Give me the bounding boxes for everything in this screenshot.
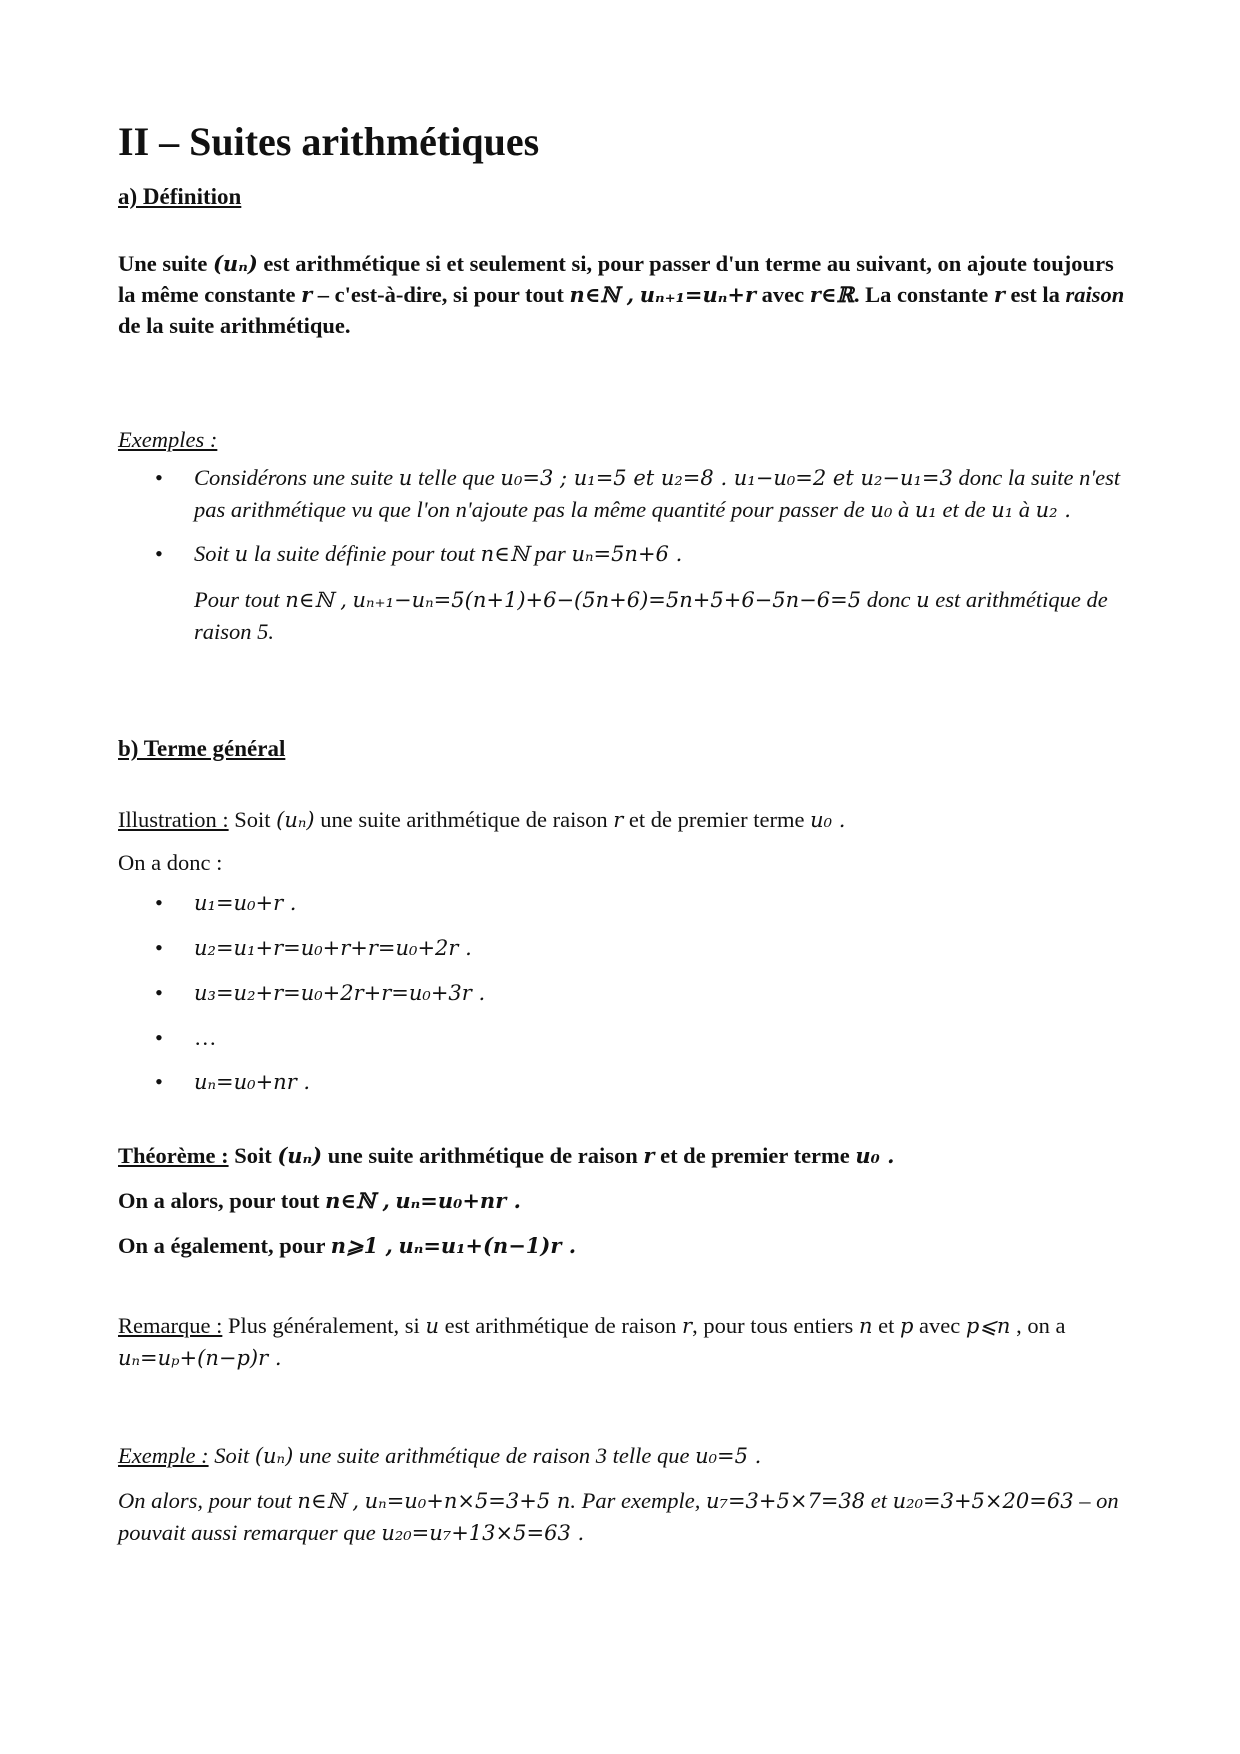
page-title: II – Suites arithmétiques — [118, 119, 540, 164]
theorem-line-3 — [118, 1230, 576, 1261]
math-u0: u₀ . — [810, 808, 846, 832]
example-text: et de — [942, 497, 986, 522]
definition-text: est la — [1010, 282, 1060, 307]
example-text: donc la suite n'est pas arithmétique vu que l'on n'ajoute pas la même quantité pour passer de — [194, 465, 1121, 522]
math-u1: u₁ — [991, 498, 1014, 522]
math-u0-value: u₀=5 . — [695, 1444, 762, 1468]
theorem-text: On a alors, pour tout — [118, 1188, 320, 1213]
examples-label: Exemples : — [118, 427, 218, 452]
math-u20-alt: u₂₀=u₇+13×5=63 . — [381, 1521, 585, 1545]
list-item — [118, 977, 1128, 1009]
math-difference: uₙ₊₁−uₙ=5(n+1)+6−(5n+6)=5n+5+6−5n−6=5 — [352, 588, 862, 612]
remark-text: est arithmétique de raison — [444, 1313, 677, 1338]
theorem-text: Soit — [234, 1143, 272, 1168]
bullet-icon: • — [155, 935, 163, 960]
bullet-icon: • — [155, 541, 163, 566]
bullet-icon: • — [155, 980, 163, 1005]
example-text: la suite définie pour tout — [253, 541, 476, 566]
math-n-geq-1: n⩾1 , — [330, 1233, 393, 1258]
math-u1: u₁ — [914, 498, 937, 522]
theorem-line-2 — [118, 1185, 521, 1216]
math-step: u₃=u₂+r=u₀+2r+r=u₀+3r . — [194, 981, 486, 1005]
theorem-label: Théorème : — [118, 1143, 229, 1168]
math-n-in-N: n∈ℕ , — [285, 588, 347, 612]
math-sequence-un: (uₙ) — [213, 251, 258, 276]
math-n-in-N: n∈ℕ , — [569, 282, 635, 307]
remark-text: Plus généralement, si — [227, 1313, 420, 1338]
math-u: u — [425, 1314, 439, 1338]
math-p-leq-n: p⩽n — [965, 1314, 1011, 1338]
definition-text: est arithmétique si et seulement si, pour passer d'un terme au suivant, on ajoute toujours la même constante — [118, 251, 1114, 307]
bullet-icon: • — [155, 1069, 163, 1094]
example-text: à — [1018, 497, 1031, 522]
math-n-in-N: n∈ℕ — [480, 542, 529, 566]
math-general-term-up: uₙ=uₚ+(n−p)r . — [118, 1346, 282, 1370]
math-u: u — [398, 466, 413, 490]
remark-text: , pour tous entiers — [692, 1313, 854, 1338]
bullet-icon: • — [155, 465, 163, 490]
example-text: et — [870, 1488, 888, 1513]
definition-text: . La constante — [853, 282, 989, 307]
math-n-in-N: n∈ℕ , — [325, 1188, 390, 1213]
math-step: u₁=u₀+r . — [194, 891, 297, 915]
bullet-icon: • — [155, 1025, 163, 1050]
example-text: . Par exemple, — [570, 1488, 701, 1513]
definition-raison: raison — [1065, 282, 1125, 307]
math-general-term-u1: uₙ=u₁+(n−1)r . — [398, 1233, 577, 1258]
theorem-text: On a également, pour — [118, 1233, 326, 1258]
theorem-line-1 — [118, 1140, 895, 1171]
example-text: par — [534, 541, 566, 566]
remark-text: , on a — [1016, 1313, 1066, 1338]
math-sequence-un: (uₙ) — [277, 1143, 323, 1168]
section-a-heading: a) Définition — [118, 184, 242, 209]
remark-text: avec — [919, 1313, 961, 1338]
example-text: une suite arithmétique de raison 3 telle que — [298, 1443, 690, 1468]
math-p: p — [899, 1314, 914, 1338]
example-text: Soit — [194, 541, 230, 566]
example-text: Pour tout — [194, 587, 280, 612]
math-sequence-un: (uₙ) — [276, 808, 315, 832]
list-item — [118, 462, 1128, 526]
math-step: u₂=u₁+r=u₀+r+r=u₀+2r . — [194, 936, 472, 960]
bullet-icon: • — [155, 890, 163, 915]
theorem-text: et de premier terme — [660, 1143, 850, 1168]
list-item — [118, 887, 1128, 919]
theorem-text: une suite arithmétique de raison — [327, 1143, 638, 1168]
math-u7: u₇=3+5×7=38 — [706, 1489, 866, 1513]
math-formula: uₙ=5n+6 . — [571, 542, 683, 566]
math-values: u₀=3 ; u₁=5 et u₂=8 . u₁−u₀=2 et u₂−u₁=3 — [500, 466, 953, 490]
example-text: est arithmétique de raison 5. — [194, 587, 1108, 644]
illustration-text: Soit — [234, 807, 271, 832]
math-general-term: uₙ=u₀+nr . — [395, 1188, 521, 1213]
remark-text: et — [878, 1313, 895, 1338]
math-n-in-N: n∈ℕ , — [297, 1489, 360, 1513]
math-recurrence: uₙ₊₁=uₙ+r — [639, 282, 757, 307]
list-item — [118, 1022, 1128, 1053]
example-text: telle que — [417, 465, 495, 490]
math-n: n — [858, 1314, 873, 1338]
example-continuation — [194, 584, 1128, 647]
example-label: Exemple : — [118, 1443, 209, 1468]
remark-label: Remarque : — [118, 1313, 223, 1338]
definition-text: Une suite — [118, 251, 208, 276]
example-text: Soit — [214, 1443, 250, 1468]
math-u2: u₂ . — [1035, 498, 1071, 522]
list-item — [118, 932, 1128, 964]
illustration-label: Illustration : — [118, 807, 229, 832]
math-u: u — [234, 542, 249, 566]
math-r-in-R: r∈ℝ — [809, 282, 854, 307]
math-sequence-un: (uₙ) — [254, 1444, 294, 1468]
section-b-heading: b) Terme général — [118, 736, 286, 761]
example-text: On alors, pour tout — [118, 1488, 292, 1513]
examples-list — [118, 462, 1128, 647]
steps-list — [118, 887, 1128, 1098]
example-text: Considérons une suite — [194, 465, 394, 490]
example-text: donc — [866, 587, 911, 612]
remark-paragraph — [118, 1310, 1128, 1374]
definition-paragraph — [118, 248, 1128, 341]
math-u20: u₂₀=3+5×20=63 — [892, 1489, 1074, 1513]
math-r: r — [643, 1143, 655, 1168]
definition-text: avec — [761, 282, 805, 307]
on-a-donc: On a donc : — [118, 850, 223, 875]
list-item — [118, 1066, 1128, 1098]
math-r: r — [613, 808, 624, 832]
math-u: u — [916, 588, 930, 612]
definition-text: – c'est-à-dire, si pour tout — [317, 282, 564, 307]
example-line-1 — [118, 1440, 761, 1472]
example-paragraph — [118, 1485, 1128, 1549]
illustration-text: et de premier terme — [628, 807, 805, 832]
math-formula: uₙ=u₀+n×5=3+5 n — [364, 1489, 571, 1513]
math-u0: u₀ — [870, 498, 893, 522]
definition-text: de la suite arithmétique. — [118, 313, 351, 338]
ellipsis: … — [194, 1025, 217, 1050]
math-step: uₙ=u₀+nr . — [194, 1070, 311, 1094]
math-r: r — [301, 282, 313, 307]
example-text: – on pouvait aussi remarquer que — [118, 1488, 1119, 1545]
math-r: r — [682, 1314, 693, 1338]
illustration-line — [118, 804, 845, 836]
list-item — [118, 538, 1128, 647]
math-u0: u₀ . — [855, 1143, 895, 1168]
math-r: r — [993, 282, 1005, 307]
illustration-text: une suite arithmétique de raison — [320, 807, 608, 832]
example-text: à — [898, 497, 910, 522]
